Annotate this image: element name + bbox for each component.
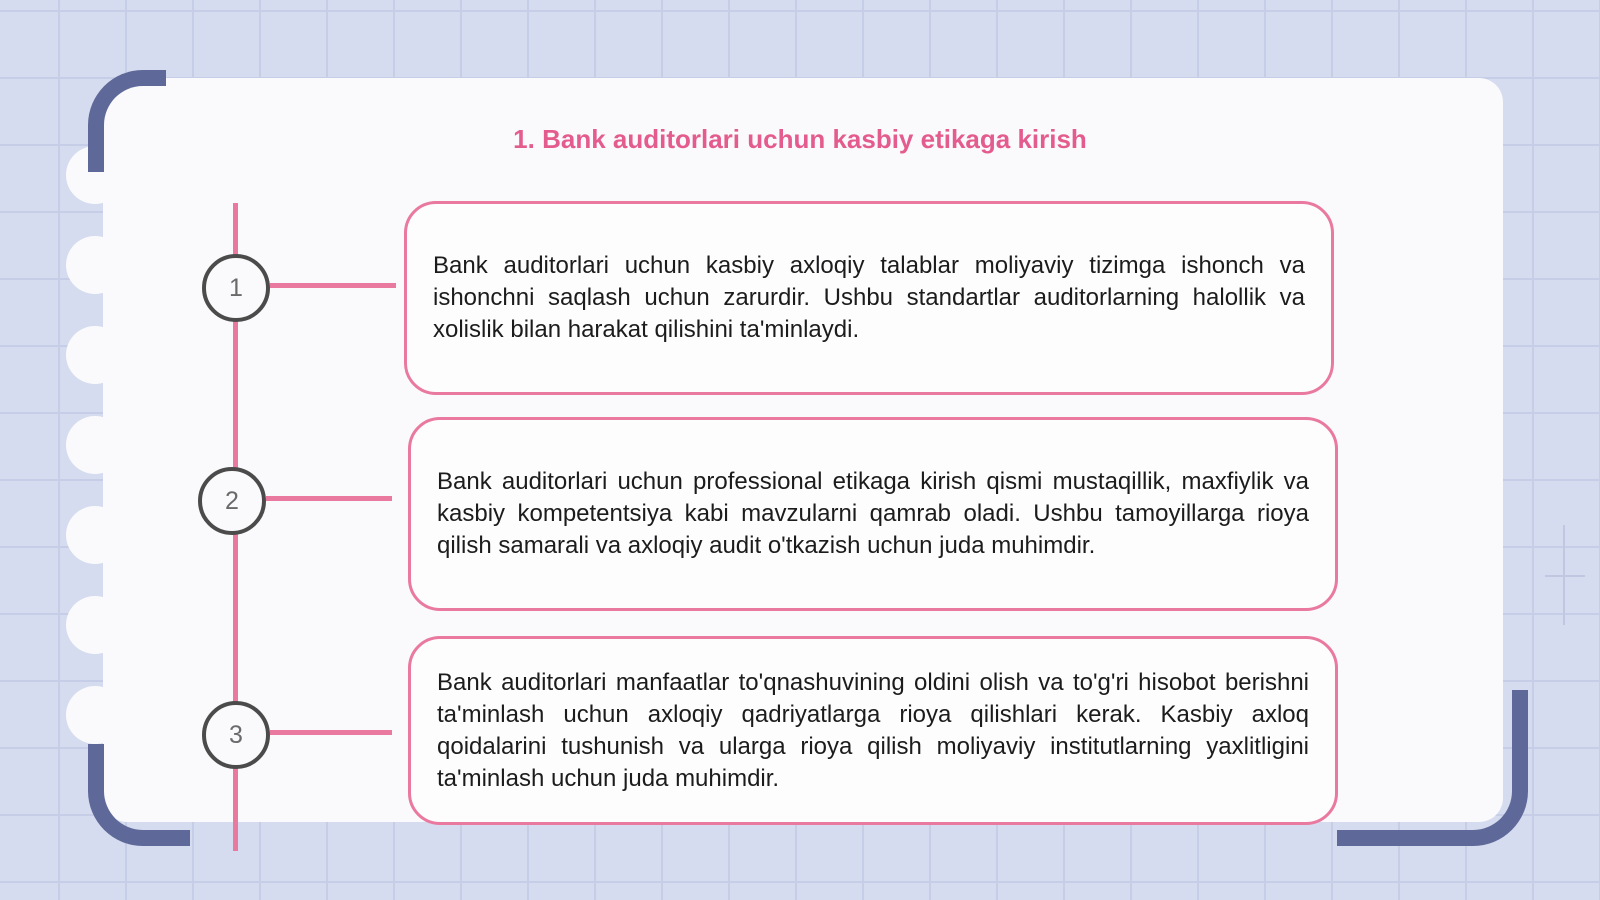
slide-title: 1. Bank auditorlari uchun kasbiy etikaga kirish bbox=[513, 124, 1087, 154]
scallop bbox=[66, 506, 124, 564]
timeline-node-number: 2 bbox=[225, 486, 239, 515]
decorative-line bbox=[1545, 575, 1585, 577]
scallop bbox=[66, 416, 124, 474]
timeline-connector bbox=[270, 730, 392, 735]
timeline-node-3 bbox=[202, 701, 270, 769]
timeline-card-text: Bank auditorlari uchun kasbiy axloqiy talablar moliyaviy tizimga ishonch va ishonchni saqlash uchun zarurdir. Ushbu standartlar auditorlarning halollik va xolislik bilan harakat qilishini ta'minlaydi. bbox=[433, 252, 1305, 343]
corner-bracket-top-left bbox=[88, 70, 166, 172]
timeline-card-text: Bank auditorlari uchun professional etikaga kirish qismi mustaqillik, maxfiylik va kasbiy kompetentsiya kabi mavzularni qamrab oladi. Ushbu tamoyillarga rioya qilish samarali va axloqiy audit o'tkazish uchun juda muhimdir. bbox=[437, 468, 1309, 559]
timeline-connector bbox=[266, 496, 392, 501]
timeline-node-number: 1 bbox=[229, 273, 243, 302]
timeline-card-3 bbox=[408, 636, 1338, 825]
corner-bracket-bottom-left bbox=[88, 744, 190, 846]
timeline-connector bbox=[270, 283, 396, 288]
scallop bbox=[66, 326, 124, 384]
scallop bbox=[66, 596, 124, 654]
timeline-node-2 bbox=[198, 467, 266, 535]
timeline-card-text: Bank auditorlari manfaatlar to'qnashuvining oldini olish va to'g'ri hisobot berishni ta'minlash uchun axloqiy qadriyatlarga rioya qilishlari kerak. Kasbiy axloq qoidalarini tushunish va ularga rioya qilish moliyaviy institutlarning yaxlitligini ta'minlash uchun juda muhimdir. bbox=[437, 668, 1309, 792]
timeline-node-number: 3 bbox=[229, 720, 243, 749]
scallop bbox=[66, 686, 124, 744]
timeline-node-1 bbox=[202, 254, 270, 322]
scallop bbox=[66, 236, 124, 294]
timeline-card-1 bbox=[404, 201, 1334, 395]
timeline-card-2 bbox=[408, 417, 1338, 611]
corner-bracket-bottom-right bbox=[1337, 690, 1528, 846]
